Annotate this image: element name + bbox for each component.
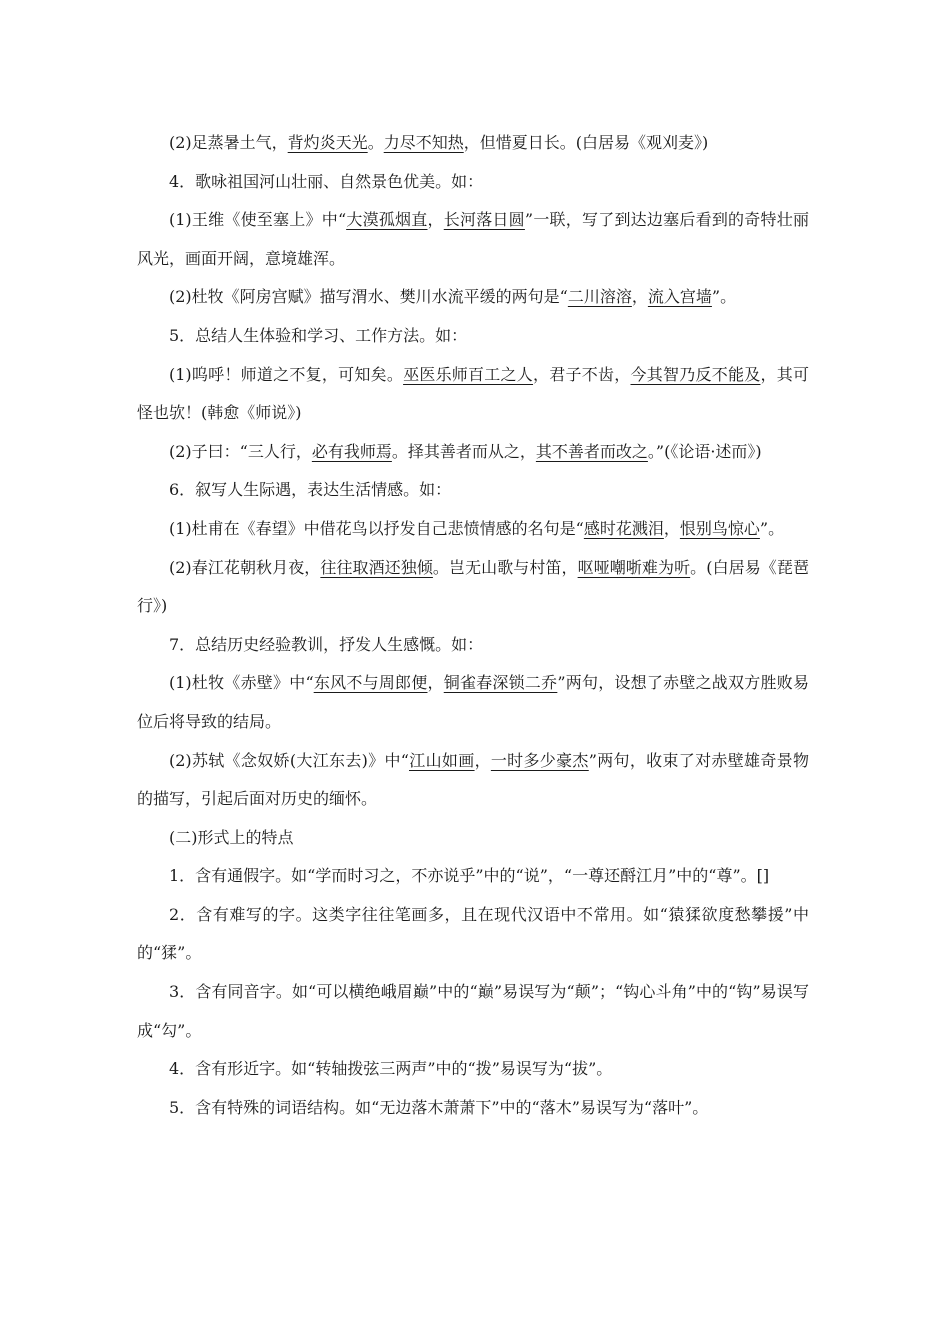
underlined-answer: 巫医乐师百工之人 <box>403 364 534 384</box>
underlined-answer: 力尽不知热 <box>383 133 464 152</box>
underlined-answer: 其不善者而改之 <box>535 441 648 461</box>
underlined-answer: 长河落日圆 <box>443 210 525 230</box>
paragraph-p1 <box>137 124 809 163</box>
paragraph-p5 <box>137 317 809 356</box>
text-segment: ， <box>474 750 491 770</box>
underlined-answer: 背灼炎天光 <box>287 133 368 152</box>
paragraph-p8 <box>137 471 809 510</box>
text-segment: ， <box>631 287 648 307</box>
underlined-answer: 今其智乃反不能及 <box>630 364 761 384</box>
text-segment: (2)杜牧《阿房宫赋》描写渭水、樊川水流平缓的两句是“ <box>169 287 568 307</box>
text-segment: ， <box>427 673 444 693</box>
text-segment: 4．含有形近字。如“转轴拨弦三两声”中的“拨”易误写为“拔”。 <box>169 1059 613 1079</box>
text-segment: (1)杜甫在《春望》中借花鸟以抒发自己悲愤情感的名句是“ <box>169 518 584 538</box>
paragraph-p13 <box>137 742 809 819</box>
text-segment: ， <box>663 518 680 538</box>
document-page <box>137 124 809 1127</box>
underlined-answer: 恨别鸟惊心 <box>679 518 760 538</box>
text-segment: ， <box>427 210 444 230</box>
text-segment: 。(白居易《琵琶行》) <box>137 557 809 616</box>
paragraph-p17 <box>137 973 809 1050</box>
text-segment: 6．叙写人生际遇，表达生活情感。如： <box>169 480 452 500</box>
paragraph-p15 <box>137 857 809 896</box>
underlined-answer: 江山如画 <box>409 750 475 770</box>
text-segment: 4．歌咏祖国河山壮丽、自然景色优美。如： <box>169 171 484 191</box>
text-segment: ，君子不齿， <box>533 364 631 384</box>
underlined-answer: 必有我师焉 <box>311 441 392 461</box>
paragraph-p4 <box>137 278 809 317</box>
text-segment: ，其可怪也欤！(韩愈《师说》) <box>137 364 809 423</box>
paragraph-p12 <box>137 664 809 741</box>
text-segment: (2)苏轼《念奴娇(大江东去)》中“ <box>169 750 409 770</box>
text-segment: ，但惜夏日长。(白居易《观刈麦》) <box>463 133 709 152</box>
underlined-answer: 二川溶溶 <box>567 287 632 307</box>
text-segment: 7．总结历史经验教训，抒发人生感慨。如： <box>169 634 484 654</box>
text-segment: 5．总结人生体验和学习、工作方法。如： <box>169 325 468 345</box>
underlined-answer: 感时花溅泪 <box>583 518 664 538</box>
paragraph-p2 <box>137 163 809 202</box>
paragraph-p9 <box>137 510 809 549</box>
underlined-answer: 大漠孤烟直 <box>346 210 428 230</box>
text-segment: ”。 <box>711 287 737 307</box>
text-segment: (1)呜呼！师道之不复，可知矣。 <box>169 364 404 384</box>
text-segment: (2)子曰：“三人行， <box>169 441 312 461</box>
underlined-answer: 流入宫墙 <box>647 287 712 307</box>
paragraph-p3 <box>137 201 809 278</box>
text-segment: 2．含有难写的字。这类字往往笔画多，且在现代汉语中不常用。如“猿猱欲度愁攀援”中的“猱”。 <box>137 904 809 963</box>
text-segment: 。择其善者而从之， <box>391 441 536 461</box>
text-segment: (二)形式上的特点 <box>169 827 294 847</box>
text-segment: ”。 <box>759 518 785 538</box>
paragraph-p11 <box>137 626 809 665</box>
text-segment: 。岂无山歌与村笛， <box>432 557 578 577</box>
paragraph-p6 <box>137 356 809 433</box>
underlined-answer: 一时多少豪杰 <box>490 750 589 770</box>
paragraph-p7 <box>137 433 809 472</box>
paragraph-p14 <box>137 819 809 858</box>
text-segment: 。”(《论语·述而》) <box>647 441 762 461</box>
text-segment: 3．含有同音字。如“可以横绝峨眉巅”中的“巅”易误写为“颠”；“钩心斗角”中的“钩”易误写成“勾”。 <box>137 982 809 1040</box>
paragraph-p16 <box>137 896 809 973</box>
underlined-answer: 东风不与周郎便 <box>313 673 428 693</box>
text-segment: ”一联，写了到达边塞后看到的奇特壮丽风光，画面开阔，意境雄浑。 <box>137 210 809 268</box>
paragraph-p19 <box>137 1089 809 1128</box>
underlined-answer: 往往取酒还独倾 <box>320 557 433 577</box>
text-segment: 1．含有通假字。如“学而时习之，不亦说乎”中的“说”，“一尊还酹江月”中的“尊”。[] <box>169 866 770 886</box>
text-segment: (2)足蒸暑土气， <box>169 133 288 152</box>
text-segment: (2)春江花朝秋月夜， <box>169 557 321 577</box>
underlined-answer: 呕哑嘲哳难为听 <box>577 557 691 577</box>
text-segment: (1)王维《使至塞上》中“ <box>169 210 347 230</box>
paragraph-p10 <box>137 549 809 626</box>
paragraph-p18 <box>137 1050 809 1089</box>
text-segment: ”两句，收束了对赤壁雄奇景物的描写，引起后面对历史的缅怀。 <box>137 750 809 809</box>
text-segment: (1)杜牧《赤壁》中“ <box>169 673 314 693</box>
text-segment: ”两句，设想了赤壁之战双方胜败易位后将导致的结局。 <box>137 673 809 731</box>
text-segment: 5．含有特殊的词语结构。如“无边落木萧萧下”中的“落木”易误写为“落叶”。 <box>169 1097 709 1117</box>
underlined-answer: 铜雀春深锁二乔 <box>443 673 558 693</box>
text-segment: 。 <box>367 133 384 152</box>
